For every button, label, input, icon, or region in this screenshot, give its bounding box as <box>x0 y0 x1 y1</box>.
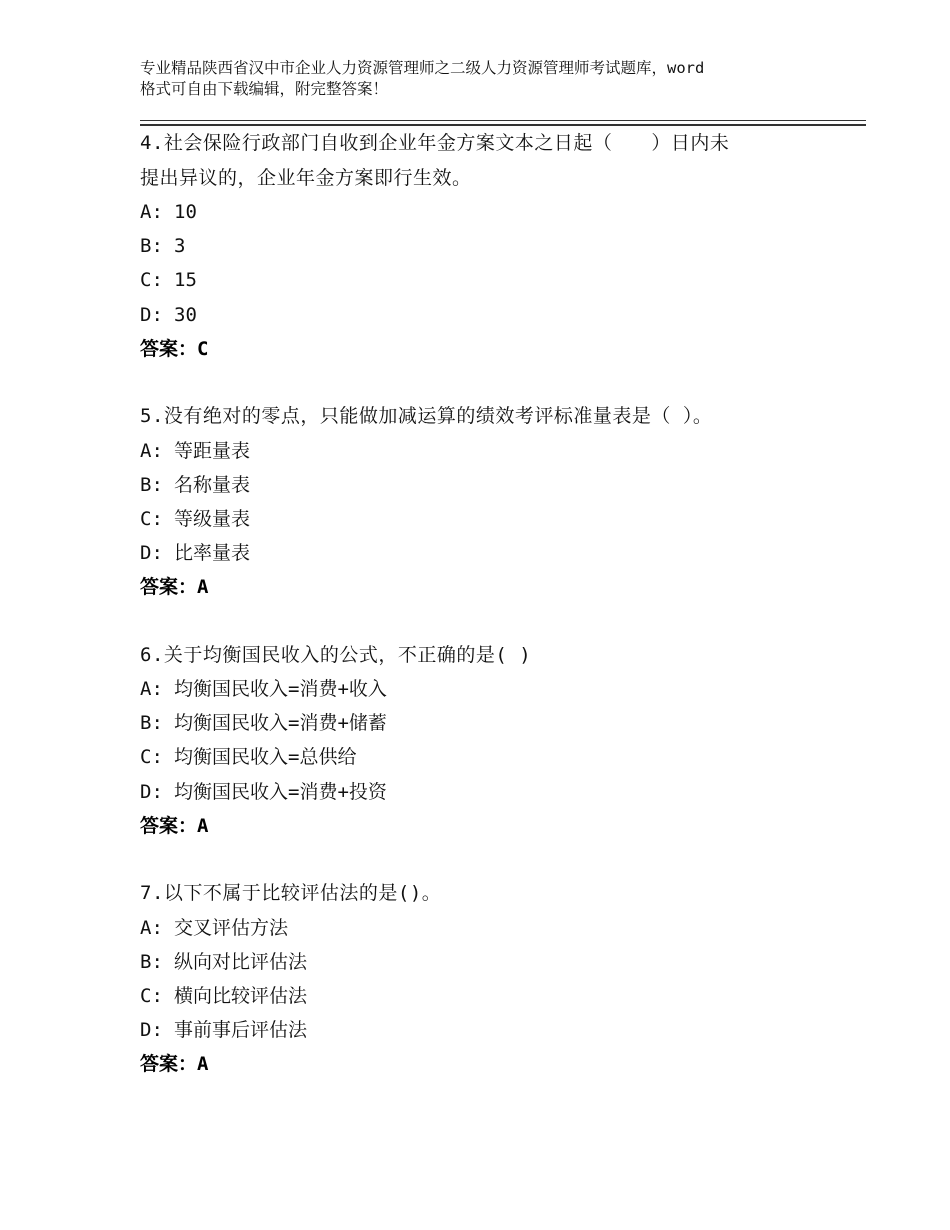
option-letter: B: <box>140 235 163 258</box>
option-letter: C: <box>140 507 163 530</box>
option-text: 均衡国民收入=消费+储蓄 <box>174 712 387 735</box>
option-c <box>140 502 840 536</box>
option-text: 15 <box>174 269 197 292</box>
option-text: 事前事后评估法 <box>174 1019 308 1042</box>
option-text: 均衡国民收入=消费+收入 <box>174 678 387 701</box>
option-text: 交叉评估方法 <box>174 916 289 939</box>
question-text: 6.关于均衡国民收入的公式，不正确的是( ) <box>140 643 532 666</box>
option-a <box>140 434 840 468</box>
option-d <box>140 298 840 332</box>
option-b <box>140 706 840 740</box>
document-header <box>140 58 840 100</box>
option-c <box>140 979 840 1013</box>
answer-line: 答案：A <box>140 576 209 599</box>
header-divider-thin <box>140 120 866 121</box>
option-b <box>140 468 840 502</box>
option-letter: B: <box>140 473 163 496</box>
option-text: 均衡国民收入=总供给 <box>174 746 357 769</box>
question-list <box>140 126 840 1082</box>
answer-line: 答案：A <box>140 814 209 837</box>
option-b <box>140 945 840 979</box>
option-letter: B: <box>140 950 163 973</box>
question-text: 5.没有绝对的零点，只能做加减运算的绩效考评标准量表是（ ）。 <box>140 405 713 428</box>
option-b <box>140 229 840 263</box>
option-text: 等级量表 <box>174 507 251 530</box>
option-text: 纵向对比评估法 <box>174 950 308 973</box>
option-d <box>140 1013 840 1047</box>
option-letter: C: <box>140 746 163 769</box>
option-text: 10 <box>174 201 197 223</box>
option-c <box>140 263 840 297</box>
option-letter: C: <box>140 984 163 1007</box>
option-d <box>140 775 840 809</box>
answer-line: 答案：A <box>140 1053 209 1076</box>
option-letter: A: <box>140 439 163 462</box>
option-letter: D: <box>140 1019 163 1042</box>
question-7 <box>140 876 840 1082</box>
question-4 <box>140 126 840 366</box>
question-text-continued: 提出异议的，企业年金方案即行生效。 <box>140 166 472 189</box>
option-letter: D: <box>140 303 163 326</box>
option-a <box>140 672 840 706</box>
option-text: 比率量表 <box>174 542 251 565</box>
header-line-2: 格式可自由下载编辑，附完整答案！ <box>140 80 389 98</box>
option-text: 等距量表 <box>174 439 251 462</box>
option-d <box>140 536 840 570</box>
option-letter: C: <box>140 269 163 292</box>
option-letter: A: <box>140 678 163 701</box>
question-text: 4.社会保险行政部门自收到企业年金方案文本之日起（ ）日内未 <box>140 132 730 154</box>
option-letter: B: <box>140 712 163 735</box>
header-line-1: 专业精品陕西省汉中市企业人力资源管理师之二级人力资源管理师考试题库，word <box>140 59 705 77</box>
question-5 <box>140 399 840 605</box>
question-text: 7.以下不属于比较评估法的是()。 <box>140 882 442 905</box>
option-text: 名称量表 <box>174 473 251 496</box>
question-6 <box>140 638 840 844</box>
option-letter: A: <box>140 916 163 939</box>
option-text: 横向比较评估法 <box>174 984 308 1007</box>
answer-line: 答案：C <box>140 337 209 360</box>
option-text: 3 <box>174 235 186 258</box>
option-c <box>140 740 840 774</box>
option-letter: D: <box>140 542 163 565</box>
option-text: 均衡国民收入=消费+投资 <box>174 780 387 803</box>
option-letter: A: <box>140 201 163 223</box>
option-a <box>140 911 840 945</box>
option-letter: D: <box>140 780 163 803</box>
option-a <box>140 195 840 229</box>
option-text: 30 <box>174 303 197 326</box>
